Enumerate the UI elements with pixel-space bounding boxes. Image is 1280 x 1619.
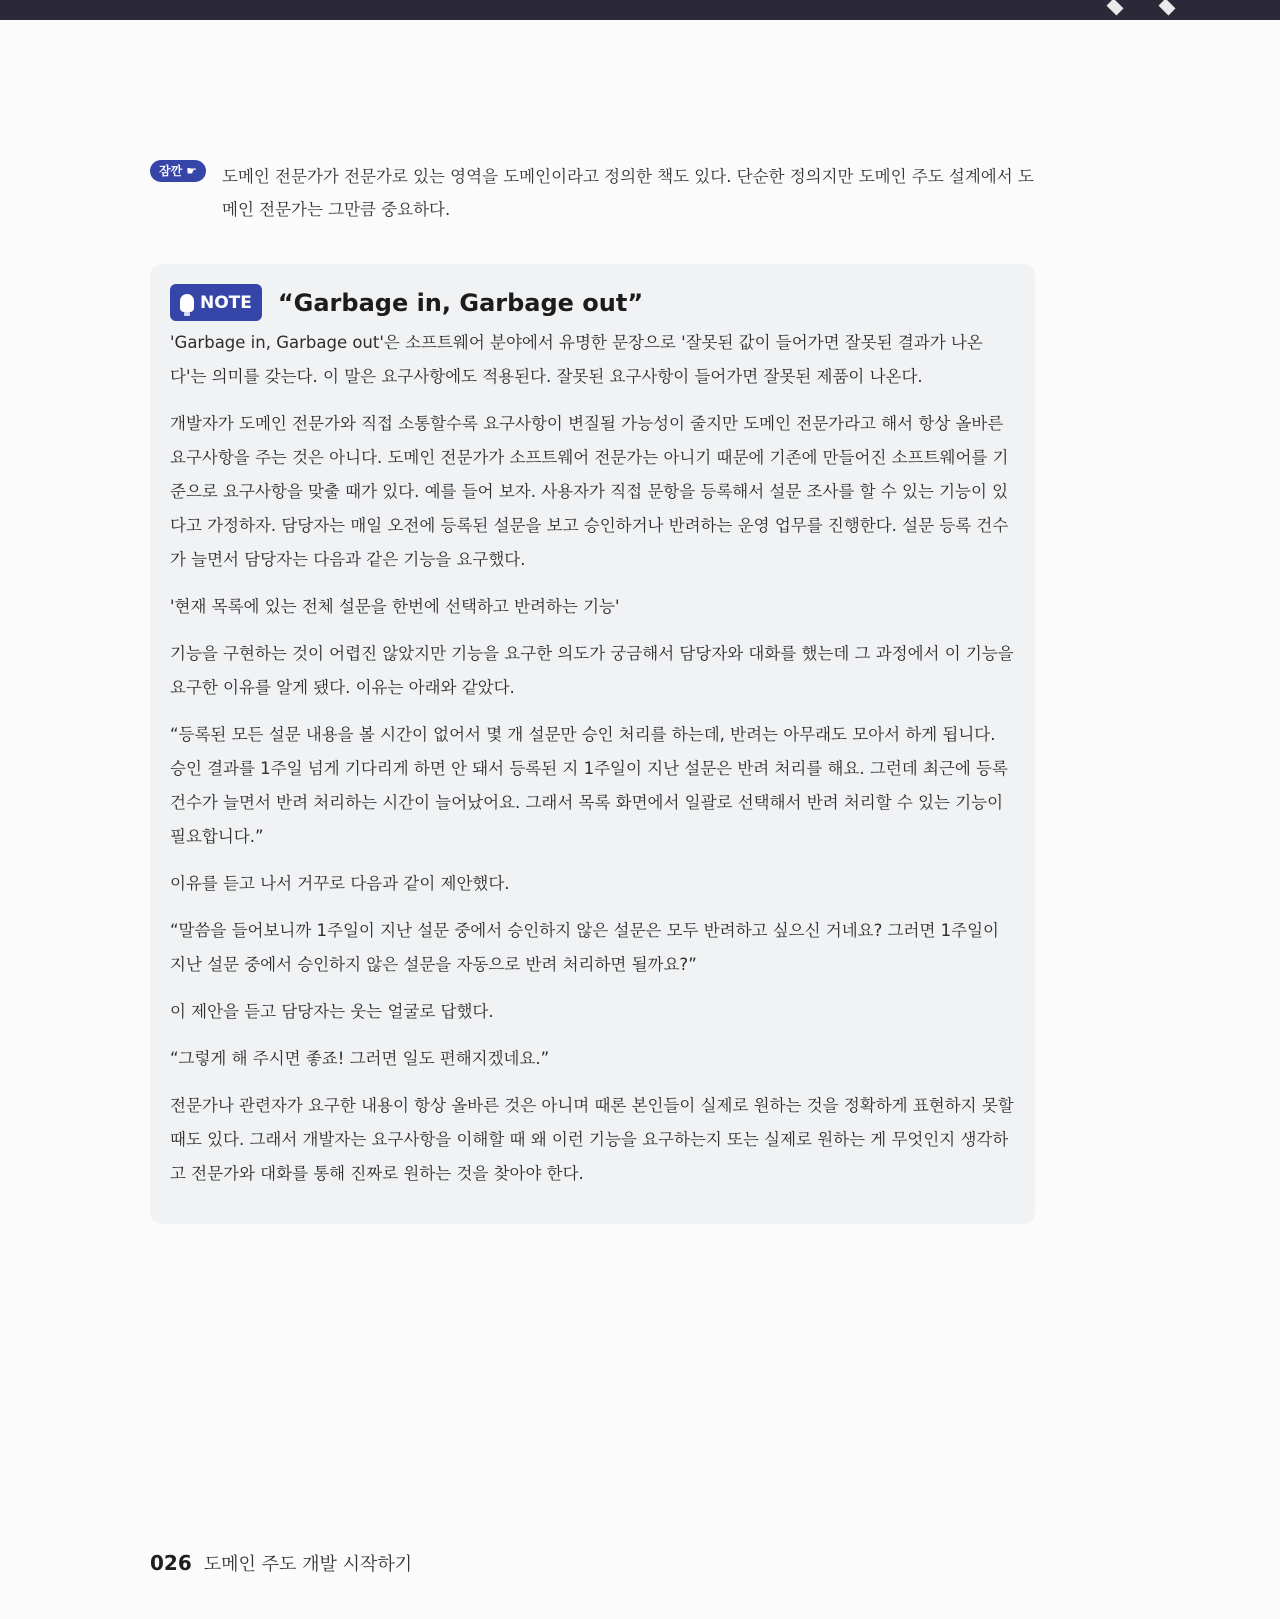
tip-badge-label: 잠깐	[159, 164, 183, 178]
note-paragraph: “그렇게 해 주시면 좋죠! 그러면 일도 편해지겠네요.”	[170, 1049, 550, 1068]
lightbulb-icon	[180, 294, 194, 312]
top-bar	[0, 0, 1280, 20]
tip-badge	[150, 160, 206, 182]
note-body	[170, 326, 1015, 1204]
note-box	[150, 264, 1035, 1224]
note-paragraph: 이 제안을 듣고 담당자는 웃는 얼굴로 답했다.	[170, 1002, 494, 1021]
note-paragraph: “등록된 모든 설문 내용을 볼 시간이 없어서 몇 개 설문만 승인 처리를 하는데, 반려는 아무래도 모아서 하게 됩니다. 승인 결과를 1주일 넘게 기다리게 하면 안 돼서 등록된 지 1주일이 지난 설문은 반려 처리를 해요. 그런데 최근에 등록 건수가 늘면서 반려 처리하는 시간이 늘어났어요. 그래서 목록 화면에서 일괄로 선택해서 반려 처리할 수 있는 기능이 필요합니다.”	[170, 725, 1008, 846]
note-header	[170, 284, 643, 321]
note-title: “Garbage in, Garbage out”	[277, 288, 644, 317]
page-number: 026	[150, 1551, 192, 1575]
note-paragraph: 'Garbage in, Garbage out'은 소프트웨어 분야에서 유명한 문장으로 '잘못된 값이 들어가면 잘못된 결과가 나온다'는 의미를 갖는다. 이 말은 요구사항에도 적용된다. 잘못된 요구사항이 들어가면 잘못된 제품이 나온다.	[170, 333, 983, 386]
tip-section	[150, 160, 1040, 226]
pointing-hand-icon: ☛	[186, 164, 197, 178]
note-badge-label: NOTE	[200, 292, 252, 313]
note-paragraph: 기능을 구현하는 것이 어렵진 않았지만 기능을 요구한 의도가 궁금해서 담당자와 대화를 했는데 그 과정에서 이 기능을 요구한 이유를 알게 됐다. 이유는 아래와 같았다.	[170, 644, 1014, 697]
note-paragraph: “말씀을 들어보니까 1주일이 지난 설문 중에서 승인하지 않은 설문은 모두 반려하고 싶으신 거네요? 그러면 1주일이 지난 설문 중에서 승인하지 않은 설문을 자동으로 반려 처리하면 될까요?”	[170, 921, 999, 974]
note-paragraph: 이유를 듣고 나서 거꾸로 다음과 같이 제안했다.	[170, 874, 510, 893]
decorative-diamond-icon	[1159, 0, 1176, 15]
decorative-diamond-icon	[1107, 0, 1124, 15]
note-paragraph: 전문가나 관련자가 요구한 내용이 항상 올바른 것은 아니며 때론 본인들이 실제로 원하는 것을 정확하게 표현하지 못할 때도 있다. 그래서 개발자는 요구사항을 이해할 때 왜 이런 기능을 요구하는지 또는 실제로 원하는 게 무엇인지 생각하고 전문가와 대화를 통해 진짜로 원하는 것을 찾아야 한다.	[170, 1096, 1014, 1183]
note-paragraph: 개발자가 도메인 전문가와 직접 소통할수록 요구사항이 변질될 가능성이 줄지만 도메인 전문가라고 해서 항상 올바른 요구사항을 주는 것은 아니다. 도메인 전문가가 소프트웨어 전문가는 아니기 때문에 기존에 만들어진 소프트웨어를 기준으로 요구사항을 맞출 때가 있다. 예를 들어 보자. 사용자가 직접 문항을 등록해서 설문 조사를 할 수 있는 기능이 있다고 가정하자. 담당자는 매일 오전에 등록된 설문을 보고 승인하거나 반려하는 운영 업무를 진행한다. 설문 등록 건수가 늘면서 담당자는 다음과 같은 기능을 요구했다.	[170, 414, 1009, 569]
tip-text: 도메인 전문가가 전문가로 있는 영역을 도메인이라고 정의한 책도 있다. 단순한 정의지만 도메인 주도 설계에서 도메인 전문가는 그만큼 중요하다.	[222, 167, 1034, 219]
note-badge	[170, 284, 262, 321]
chapter-title: 도메인 주도 개발 시작하기	[203, 1554, 413, 1575]
page-footer	[150, 1550, 412, 1576]
note-paragraph: '현재 목록에 있는 전체 설문을 한번에 선택하고 반려하는 기능'	[170, 597, 620, 616]
